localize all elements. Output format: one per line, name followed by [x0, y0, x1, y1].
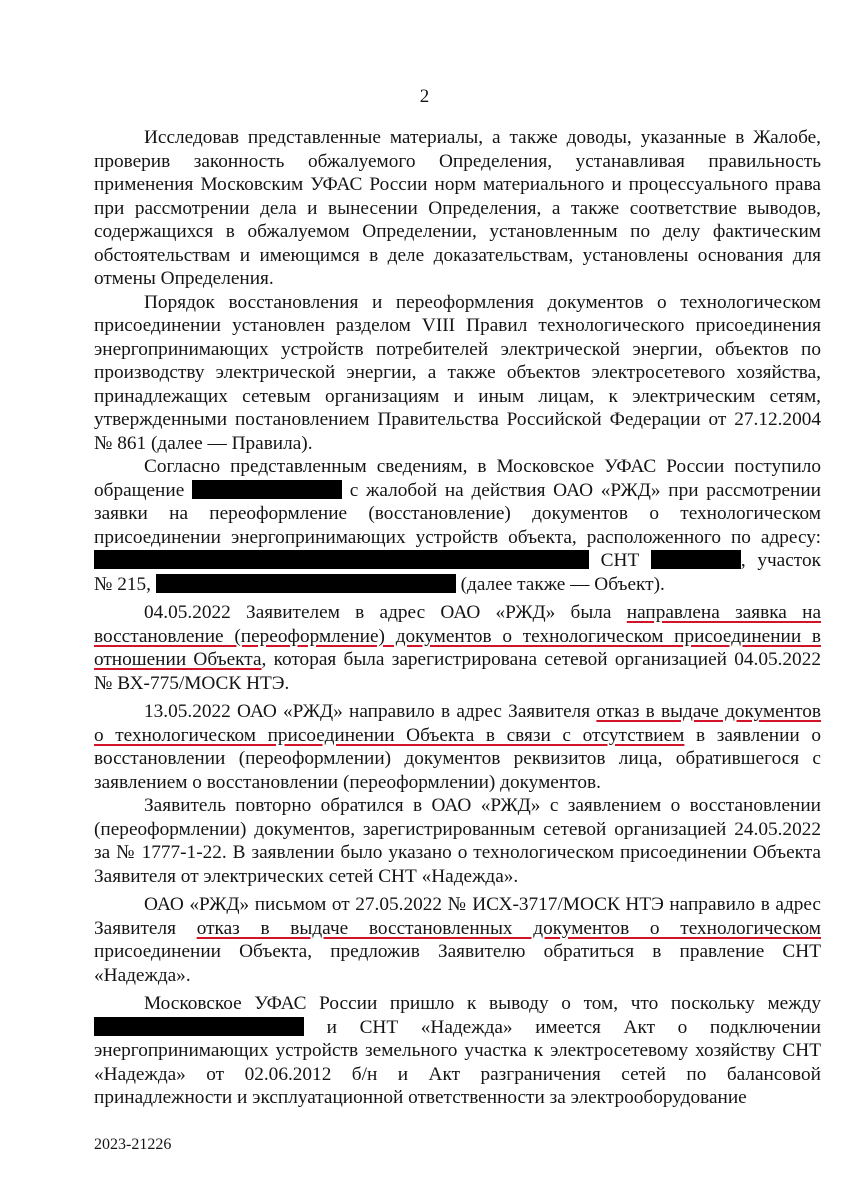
redaction-3 [651, 550, 741, 569]
redaction-2 [94, 550, 589, 569]
p5-text-a: 13.05.2022 ОАО «РЖД» направило в адрес Заявителя [144, 701, 591, 722]
p3-text-d: , участок № 215, [94, 550, 821, 595]
p3-text-b: с жалобой на действия ОАО «РЖД» при рассмотрении заявки на переоформление (восстановление) документов о технологическом присоединении энергопринимающих устройств объекта, расположенного по адресу: [94, 479, 821, 548]
document-number: 2023-21226 [94, 1136, 172, 1153]
p5-underlined: отказ в выдаче документов о технологическом присоединении Объекта в связи с отсутствием [94, 701, 822, 746]
p7-text-a: ОАО «РЖД» письмом от 27.05.2022 № ИСХ-3717/МОСК НТЭ направило в адрес Заявителя [94, 894, 821, 939]
p3-text-c: СНТ [600, 550, 640, 571]
paragraph-3 [94, 455, 821, 596]
p4-text-b: , которая была зарегистрирована сетевой организацией 04.05.2022 № ВХ-775/МОСК НТЭ. [94, 649, 821, 694]
paragraph-7 [94, 893, 821, 987]
redaction-4 [156, 574, 456, 593]
p7-text-b: присоединении Объекта, предложив Заявителю обратиться в правление СНТ «Надежда». [94, 941, 821, 986]
p3-text-e: (далее также — Объект). [460, 573, 665, 595]
paragraph-2: Порядок восстановления и переоформления документов о технологическом присоединении установлен разделом VIII Правил технологического присоединения энергопринимающих устройств потребителей электрической энергии, объектов по производству электрической энергии, а также объектов электросетевого хозяйства, принадлежащих сетевым организациям и иным лицам, к электрическим сетям, утвержденными постановлением Правительства Российской Федерации от 27.12.2004 № 861 (далее — Правила). [94, 291, 821, 454]
paragraph-5 [94, 700, 821, 794]
paragraph-6: Заявитель повторно обратился в ОАО «РЖД» с заявлением о восстановлении (переоформлении) документов, зарегистрированным сетевой организацией 24.05.2022 за № 1777-1-22. В заявлении было указано о технологическом присоединении Объекта Заявителя от электрических сетей СНТ «Надежда». [94, 795, 821, 887]
p3-text-a: Согласно представленным сведениям, в Московское УФАС России поступило обращение [94, 456, 821, 501]
p8-text-b: и СНТ «Надежда» имеется Акт о подключении энергопринимающих устройств земельного участка к электросетевому хозяйству СНТ «Надежда» от 02.06.2012 б/н и Акт разграничения сетей по балансовой принадлежности и эксплуатационной ответственности за электрооборудование [94, 1016, 821, 1108]
paragraph-4 [94, 601, 821, 695]
p4-text-a: 04.05.2022 Заявителем в адрес ОАО «РЖД» была [144, 602, 612, 623]
p7-underlined: отказ в выдаче восстановленных документов о технологическом [196, 917, 821, 939]
page-number: 2 [419, 86, 430, 107]
p4-underlined: направлена заявка на восстановление (переоформление) документов о технологическом присоединении в отношении Объекта [94, 602, 821, 670]
redaction-1 [192, 480, 342, 499]
document-body [94, 126, 821, 1110]
paragraph-8 [94, 992, 821, 1110]
p8-text-a: Московское УФАС России пришло к выводу о том, что поскольку между [144, 993, 821, 1014]
p5-text-b: в заявлении о восстановлении (переоформлении) документов реквизитов лица, обратившегося с заявлением о восстановлении (переоформлении) документов. [94, 724, 821, 793]
paragraph-1: Исследовав представленные материалы, а также доводы, указанные в Жалобе, проверив законность обжалуемого Определения, устанавливая правильность применения Московским УФАС России норм материального и процессуального права при рассмотрении дела и вынесении Определения, а также соответствие выводов, содержащихся в обжалуемом Определении, установленным по делу фактическим обстоятельствам и имеющимся в деле доказательствам, установлены основания для отмены Определения. [94, 127, 821, 289]
redaction-5 [94, 1017, 304, 1036]
